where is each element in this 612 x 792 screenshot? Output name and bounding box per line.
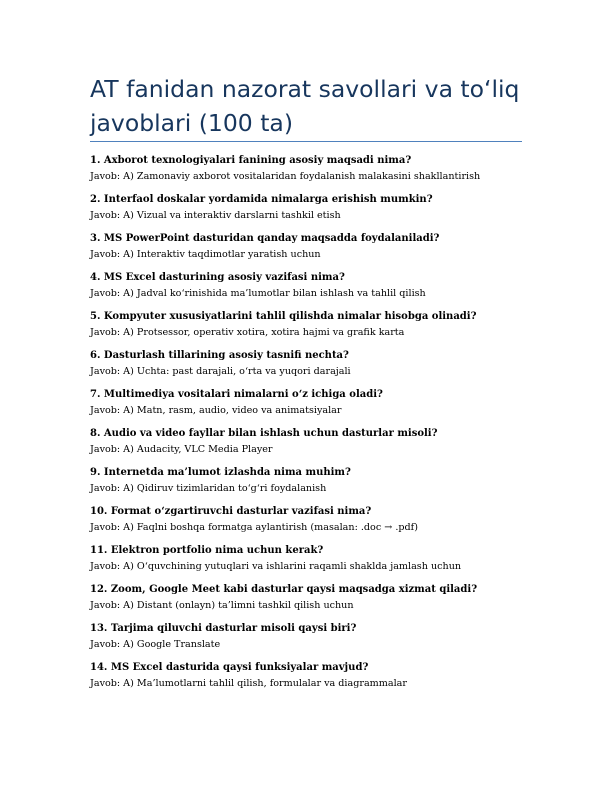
question-text: 11. Elektron portfolio nima uchun kerak? — [90, 545, 324, 556]
answer-text: Javob: A) Zamonaviy axborot vositalaridan foydalanish malakasini shakllantirish — [90, 171, 481, 182]
answer-text: Javob: A) Qidiruv tizimlaridan to‘g‘ri foydalanish — [90, 483, 327, 494]
question-item — [90, 310, 530, 349]
title-underline — [90, 141, 522, 142]
question-text: 4. MS Excel dasturining asosiy vazifasi nima? — [90, 272, 345, 283]
question-item — [90, 232, 530, 271]
question-item — [90, 583, 530, 622]
answer-text: Javob: A) Interaktiv taqdimotlar yaratish uchun — [90, 249, 321, 260]
question-item — [90, 154, 530, 193]
question-item — [90, 466, 530, 505]
question-list — [90, 154, 530, 700]
question-text: 13. Tarjima qiluvchi dasturlar misoli qaysi biri? — [90, 623, 357, 634]
answer-text: Javob: A) Jadval ko‘rinishida ma’lumotlar bilan ishlash va tahlil qilish — [90, 288, 426, 299]
question-text: 7. Multimediya vositalari nimalarni o‘z ichiga oladi? — [90, 389, 383, 400]
answer-text: Javob: A) O‘quvchining yutuqlari va ishlarini raqamli shaklda jamlash uchun — [90, 561, 462, 572]
question-item — [90, 544, 530, 583]
question-item — [90, 427, 530, 466]
question-text: 14. MS Excel dasturida qaysi funksiyalar mavjud? — [90, 662, 369, 673]
answer-text: Javob: A) Audacity, VLC Media Player — [90, 444, 273, 455]
question-text: 9. Internetda ma’lumot izlashda nima muhim? — [90, 467, 351, 478]
answer-text: Javob: A) Distant (onlayn) ta’limni tashkil qilish uchun — [90, 600, 354, 611]
question-text: 3. MS PowerPoint dasturidan qanday maqsadda foydalaniladi? — [90, 233, 440, 244]
answer-text: Javob: A) Faqlni boshqa formatga aylantirish (masalan: .doc → .pdf) — [90, 522, 418, 533]
question-text: 8. Audio va video fayllar bilan ishlash uchun dasturlar misoli? — [90, 428, 438, 439]
question-item — [90, 388, 530, 427]
answer-text: Javob: A) Uchta: past darajali, o‘rta va yuqori darajali — [90, 366, 351, 377]
question-item — [90, 622, 530, 661]
answer-text: Javob: A) Ma’lumotlarni tahlil qilish, formulalar va diagrammalar — [90, 678, 407, 689]
question-item — [90, 271, 530, 310]
question-text: 10. Format o‘zgartiruvchi dasturlar vazifasi nima? — [90, 506, 372, 517]
question-text: 1. Axborot texnologiyalari fanining asosiy maqsadi nima? — [90, 155, 412, 166]
answer-text: Javob: A) Matn, rasm, audio, video va animatsiyalar — [90, 405, 342, 416]
question-item — [90, 505, 530, 544]
document-title: AT fanidan nazorat savollari va to‘liq javoblari (100 ta) — [90, 75, 520, 137]
question-item — [90, 349, 530, 388]
question-text: 5. Kompyuter xususiyatlarini tahlil qilishda nimalar hisobga olinadi? — [90, 311, 477, 322]
answer-text: Javob: A) Vizual va interaktiv darslarni tashkil etish — [90, 210, 341, 221]
question-item — [90, 193, 530, 232]
answer-text: Javob: A) Google Translate — [90, 639, 221, 650]
question-text: 2. Interfaol doskalar yordamida nimalarga erishish mumkin? — [90, 194, 433, 205]
question-text: 6. Dasturlash tillarining asosiy tasnifi nechta? — [90, 350, 349, 361]
question-item — [90, 661, 530, 700]
question-text: 12. Zoom, Google Meet kabi dasturlar qaysi maqsadga xizmat qiladi? — [90, 584, 478, 595]
answer-text: Javob: A) Protsessor, operativ xotira, xotira hajmi va grafik karta — [90, 327, 405, 338]
